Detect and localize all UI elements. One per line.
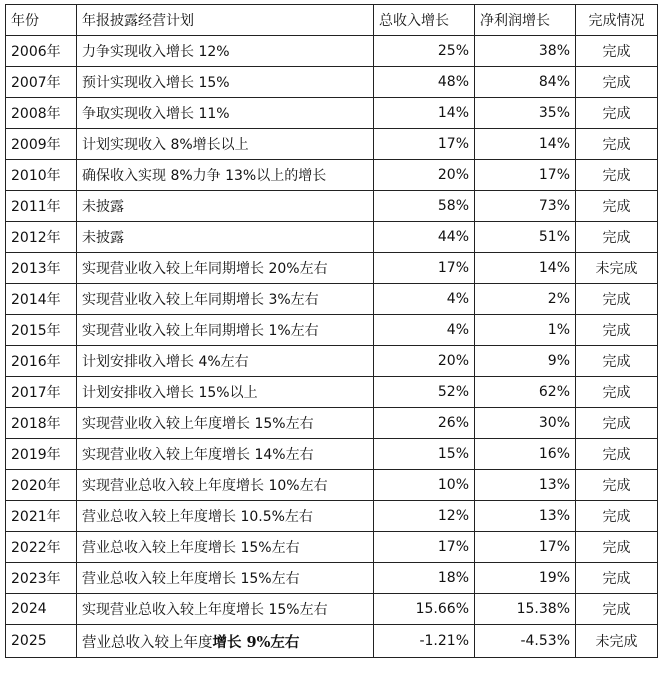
status-cell: 完成 bbox=[576, 191, 658, 222]
year-cell: 2017年 bbox=[6, 377, 77, 408]
profit-growth-cell: 62% bbox=[475, 377, 576, 408]
profit-growth-cell: 13% bbox=[475, 470, 576, 501]
plan-cell: 确保收入实现 8%力争 13%以上的增长 bbox=[77, 160, 374, 191]
status-cell: 完成 bbox=[576, 563, 658, 594]
plan-cell: 实现营业收入较上年度增长 14%左右 bbox=[77, 439, 374, 470]
table-row bbox=[6, 439, 658, 470]
header-profit-growth: 净利润增长 bbox=[475, 5, 576, 36]
plan-cell: 力争实现收入增长 12% bbox=[77, 36, 374, 67]
table-row bbox=[6, 160, 658, 191]
profit-growth-cell: 13% bbox=[475, 501, 576, 532]
year-cell: 2024 bbox=[6, 594, 77, 625]
status-cell: 完成 bbox=[576, 315, 658, 346]
revenue-growth-cell: 44% bbox=[374, 222, 475, 253]
table-row bbox=[6, 470, 658, 501]
table-row bbox=[6, 377, 658, 408]
plan-cell: 实现营业收入较上年同期增长 20%左右 bbox=[77, 253, 374, 284]
status-cell: 完成 bbox=[576, 160, 658, 191]
plan-cell: 实现营业收入较上年同期增长 1%左右 bbox=[77, 315, 374, 346]
revenue-growth-cell: 18% bbox=[374, 563, 475, 594]
revenue-growth-cell: 12% bbox=[374, 501, 475, 532]
revenue-growth-cell: 52% bbox=[374, 377, 475, 408]
status-cell: 完成 bbox=[576, 594, 658, 625]
table-row bbox=[6, 36, 658, 67]
year-cell: 2019年 bbox=[6, 439, 77, 470]
status-cell: 未完成 bbox=[576, 625, 658, 658]
revenue-growth-cell: 10% bbox=[374, 470, 475, 501]
plan-cell: 营业总收入较上年度增长 15%左右 bbox=[77, 532, 374, 563]
status-cell: 完成 bbox=[576, 439, 658, 470]
year-cell: 2021年 bbox=[6, 501, 77, 532]
revenue-growth-cell: 17% bbox=[374, 253, 475, 284]
plan-cell: 争取实现收入增长 11% bbox=[77, 98, 374, 129]
profit-growth-cell: 51% bbox=[475, 222, 576, 253]
status-cell: 完成 bbox=[576, 36, 658, 67]
revenue-growth-cell: 4% bbox=[374, 315, 475, 346]
revenue-growth-cell: 58% bbox=[374, 191, 475, 222]
plan-cell: 实现营业总收入较上年度增长 15%左右 bbox=[77, 594, 374, 625]
revenue-growth-cell: 20% bbox=[374, 346, 475, 377]
profit-growth-cell: 2% bbox=[475, 284, 576, 315]
profit-growth-cell: 30% bbox=[475, 408, 576, 439]
profit-growth-cell: 17% bbox=[475, 160, 576, 191]
plan-cell: 预计实现收入增长 15% bbox=[77, 67, 374, 98]
status-cell: 完成 bbox=[576, 501, 658, 532]
profit-growth-cell: -4.53% bbox=[475, 625, 576, 658]
year-cell: 2025 bbox=[6, 625, 77, 658]
table-row-2025 bbox=[6, 625, 658, 658]
plan-cell: 实现营业收入较上年度增长 15%左右 bbox=[77, 408, 374, 439]
plan-prefix: 营业总收入较上年度 bbox=[82, 634, 213, 651]
table-row bbox=[6, 315, 658, 346]
status-cell: 完成 bbox=[576, 284, 658, 315]
plan-cell: 未披露 bbox=[77, 191, 374, 222]
header-plan: 年报披露经营计划 bbox=[77, 5, 374, 36]
table-row bbox=[6, 594, 658, 625]
revenue-growth-cell: 26% bbox=[374, 408, 475, 439]
revenue-growth-cell: -1.21% bbox=[374, 625, 475, 658]
table-row bbox=[6, 191, 658, 222]
status-cell: 完成 bbox=[576, 346, 658, 377]
plan-cell: 计划实现收入 8%增长以上 bbox=[77, 129, 374, 160]
plan-vs-actual-table bbox=[5, 4, 658, 658]
plan-cell: 营业总收入较上年度增长 15%左右 bbox=[77, 563, 374, 594]
status-cell: 完成 bbox=[576, 129, 658, 160]
profit-growth-cell: 1% bbox=[475, 315, 576, 346]
profit-growth-cell: 84% bbox=[475, 67, 576, 98]
year-cell: 2022年 bbox=[6, 532, 77, 563]
revenue-growth-cell: 17% bbox=[374, 532, 475, 563]
table-row bbox=[6, 98, 658, 129]
profit-growth-cell: 35% bbox=[475, 98, 576, 129]
header-year: 年份 bbox=[6, 5, 77, 36]
profit-growth-cell: 38% bbox=[475, 36, 576, 67]
year-cell: 2008年 bbox=[6, 98, 77, 129]
table-row bbox=[6, 532, 658, 563]
year-cell: 2014年 bbox=[6, 284, 77, 315]
plan-cell: 实现营业总收入较上年度增长 10%左右 bbox=[77, 470, 374, 501]
profit-growth-cell: 73% bbox=[475, 191, 576, 222]
header-status: 完成情况 bbox=[576, 5, 658, 36]
profit-growth-cell: 19% bbox=[475, 563, 576, 594]
table-row bbox=[6, 346, 658, 377]
status-cell: 完成 bbox=[576, 98, 658, 129]
plan-cell bbox=[77, 625, 374, 658]
status-cell: 完成 bbox=[576, 408, 658, 439]
year-cell: 2010年 bbox=[6, 160, 77, 191]
table-row bbox=[6, 253, 658, 284]
header-revenue-growth: 总收入增长 bbox=[374, 5, 475, 36]
profit-growth-cell: 16% bbox=[475, 439, 576, 470]
profit-growth-cell: 14% bbox=[475, 253, 576, 284]
profit-growth-cell: 15.38% bbox=[475, 594, 576, 625]
year-cell: 2012年 bbox=[6, 222, 77, 253]
status-cell: 完成 bbox=[576, 470, 658, 501]
profit-growth-cell: 14% bbox=[475, 129, 576, 160]
status-cell: 未完成 bbox=[576, 253, 658, 284]
year-cell: 2009年 bbox=[6, 129, 77, 160]
year-cell: 2023年 bbox=[6, 563, 77, 594]
revenue-growth-cell: 17% bbox=[374, 129, 475, 160]
year-cell: 2011年 bbox=[6, 191, 77, 222]
profit-growth-cell: 9% bbox=[475, 346, 576, 377]
plan-bold: 增长 9%左右 bbox=[212, 633, 300, 651]
status-cell: 完成 bbox=[576, 222, 658, 253]
table-row bbox=[6, 67, 658, 98]
table-row bbox=[6, 563, 658, 594]
year-cell: 2018年 bbox=[6, 408, 77, 439]
revenue-growth-cell: 14% bbox=[374, 98, 475, 129]
revenue-growth-cell: 15% bbox=[374, 439, 475, 470]
table-row bbox=[6, 222, 658, 253]
profit-growth-cell: 17% bbox=[475, 532, 576, 563]
plan-cell: 计划安排收入增长 15%以上 bbox=[77, 377, 374, 408]
table-row bbox=[6, 501, 658, 532]
revenue-growth-cell: 25% bbox=[374, 36, 475, 67]
year-cell: 2020年 bbox=[6, 470, 77, 501]
plan-cell: 实现营业收入较上年同期增长 3%左右 bbox=[77, 284, 374, 315]
year-cell: 2015年 bbox=[6, 315, 77, 346]
table-row bbox=[6, 284, 658, 315]
year-cell: 2016年 bbox=[6, 346, 77, 377]
revenue-growth-cell: 15.66% bbox=[374, 594, 475, 625]
table-header-row bbox=[6, 5, 658, 36]
revenue-growth-cell: 4% bbox=[374, 284, 475, 315]
year-cell: 2013年 bbox=[6, 253, 77, 284]
table-row bbox=[6, 408, 658, 439]
revenue-growth-cell: 48% bbox=[374, 67, 475, 98]
status-cell: 完成 bbox=[576, 377, 658, 408]
year-cell: 2007年 bbox=[6, 67, 77, 98]
plan-cell: 营业总收入较上年度增长 10.5%左右 bbox=[77, 501, 374, 532]
year-cell: 2006年 bbox=[6, 36, 77, 67]
table-row bbox=[6, 129, 658, 160]
status-cell: 完成 bbox=[576, 532, 658, 563]
plan-cell: 未披露 bbox=[77, 222, 374, 253]
plan-cell: 计划安排收入增长 4%左右 bbox=[77, 346, 374, 377]
revenue-growth-cell: 20% bbox=[374, 160, 475, 191]
status-cell: 完成 bbox=[576, 67, 658, 98]
